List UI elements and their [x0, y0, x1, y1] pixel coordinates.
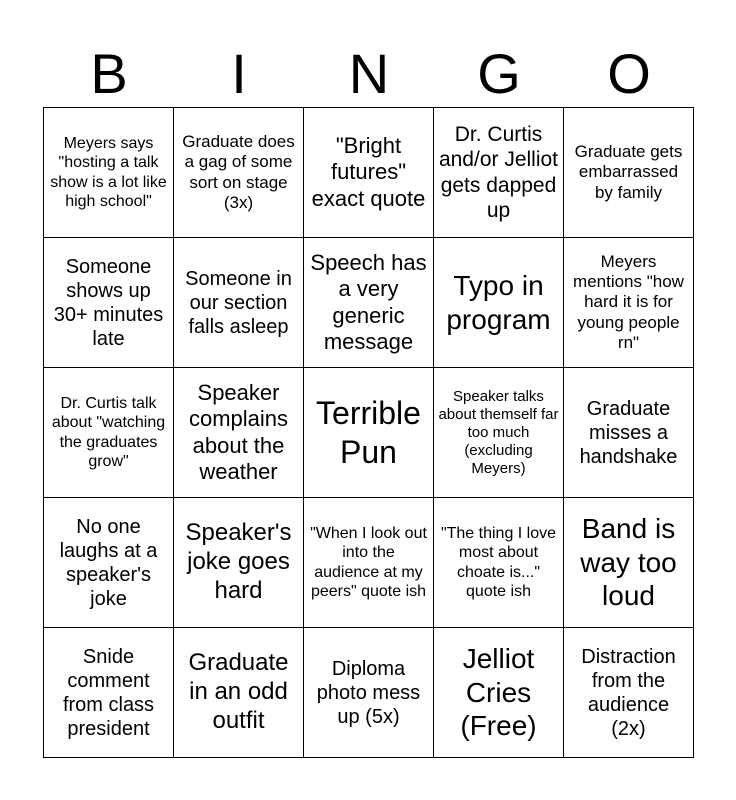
- bingo-cell[interactable]: Speaker complains about the weather: [174, 368, 304, 498]
- bingo-cell[interactable]: Dr. Curtis talk about "watching the graduates grow": [44, 368, 174, 498]
- bingo-cell[interactable]: Graduate misses a handshake: [564, 368, 694, 498]
- bingo-cell[interactable]: Jelliot Cries (Free): [434, 628, 564, 758]
- bingo-cell[interactable]: Meyers mentions "how hard it is for young people rn": [564, 238, 694, 368]
- bingo-cell[interactable]: Someone in our section falls asleep: [174, 238, 304, 368]
- bingo-cell[interactable]: No one laughs at a speaker's joke: [44, 498, 174, 628]
- header-letter-o: O: [607, 42, 651, 105]
- bingo-cell[interactable]: "The thing I love most about choate is..." quote ish: [434, 498, 564, 628]
- bingo-cell[interactable]: Graduate in an odd outfit: [174, 628, 304, 758]
- bingo-cell[interactable]: Terrible Pun: [304, 368, 434, 498]
- bingo-cell[interactable]: Speaker talks about themself far too much (excluding Meyers): [434, 368, 564, 498]
- bingo-cell[interactable]: Band is way too loud: [564, 498, 694, 628]
- bingo-cell[interactable]: Someone shows up 30+ minutes late: [44, 238, 174, 368]
- bingo-grid: [43, 107, 694, 758]
- bingo-cell[interactable]: Speaker's joke goes hard: [174, 498, 304, 628]
- bingo-cell[interactable]: Graduate gets embarrassed by family: [564, 108, 694, 238]
- header-letter-n: N: [348, 42, 390, 105]
- bingo-cell[interactable]: Graduate does a gag of some sort on stage (3x): [174, 108, 304, 238]
- header-letter-b: B: [90, 42, 128, 105]
- bingo-cell[interactable]: "Bright futures" exact quote: [304, 108, 434, 238]
- bingo-cell[interactable]: Snide comment from class president: [44, 628, 174, 758]
- bingo-cell[interactable]: Dr. Curtis and/or Jelliot gets dapped up: [434, 108, 564, 238]
- bingo-header: [44, 40, 694, 108]
- bingo-cell[interactable]: Meyers says "hosting a talk show is a lot like high school": [44, 108, 174, 238]
- header-letter-i: I: [231, 42, 247, 105]
- bingo-cell[interactable]: Distraction from the audience (2x): [564, 628, 694, 758]
- bingo-cell[interactable]: Speech has a very generic message: [304, 238, 434, 368]
- bingo-cell[interactable]: Typo in program: [434, 238, 564, 368]
- bingo-cell[interactable]: Diploma photo mess up (5x): [304, 628, 434, 758]
- bingo-cell[interactable]: "When I look out into the audience at my peers" quote ish: [304, 498, 434, 628]
- header-letter-g: G: [477, 42, 521, 105]
